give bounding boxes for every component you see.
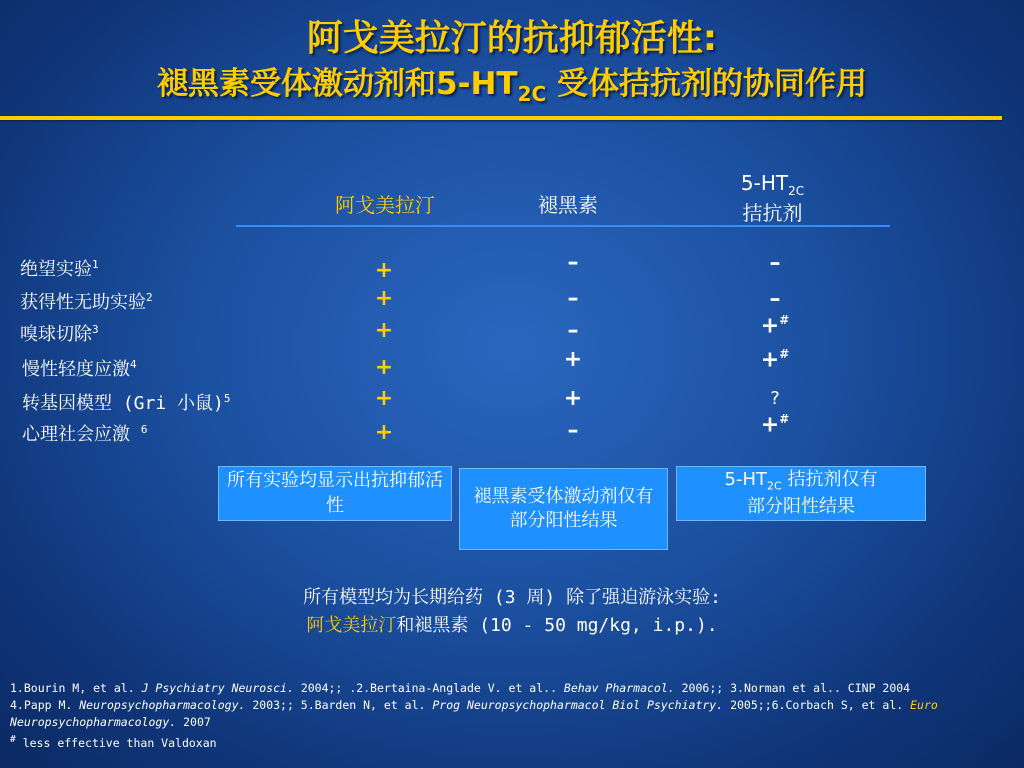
cell-5ht2c-r5 bbox=[755, 386, 795, 409]
cell-mark: # bbox=[779, 313, 790, 327]
header-divider bbox=[236, 225, 890, 227]
ref-journal: Euro bbox=[910, 698, 938, 712]
footnote bbox=[10, 731, 1014, 752]
ref-journal: J Psychiatry Neurosci. bbox=[141, 681, 294, 695]
summary-box-5ht2c bbox=[676, 466, 926, 521]
cell-value: + bbox=[760, 313, 780, 339]
cell-agomelatine-r6: + bbox=[374, 420, 394, 445]
subtitle-part-b: 受体拮抗剂的协同作用 bbox=[546, 66, 867, 102]
column-header-agomelatine: 阿戈美拉汀 bbox=[335, 193, 435, 217]
cell-mark: # bbox=[779, 412, 790, 426]
cell-melatonin-r3: – bbox=[567, 318, 579, 343]
ref-journal: Prog Neuropsychopharmacol Biol Psychiatry. bbox=[432, 698, 724, 712]
slide-subtitle bbox=[0, 58, 1024, 106]
cell-value: – bbox=[769, 250, 781, 276]
dosing-note-line1: 所有模型均为长期给药 (3 周) 除了强迫游泳实验: bbox=[303, 587, 721, 608]
column-header-5ht2c-text: 5-HT bbox=[740, 171, 789, 195]
row-ref: 3 bbox=[92, 323, 99, 336]
cell-melatonin-r4: + bbox=[563, 347, 583, 372]
ref-journal: Neuropsychopharmacology. bbox=[79, 698, 246, 712]
column-header-melatonin: 褪黑素 bbox=[538, 193, 598, 217]
dosing-note-agomelatine: 阿戈美拉汀 bbox=[306, 615, 397, 636]
cell-5ht2c-r2 bbox=[755, 286, 795, 311]
cell-value: + bbox=[760, 412, 780, 438]
ref-text: 1.Bourin M, et al. bbox=[10, 681, 142, 695]
cell-melatonin-r1: – bbox=[567, 250, 579, 275]
row-label-text: 转基因模型 (Gri 小鼠) bbox=[22, 393, 224, 414]
reference-line1 bbox=[10, 680, 1014, 697]
row-label-learned-helplessness bbox=[20, 288, 153, 314]
cell-agomelatine-r2: + bbox=[374, 286, 394, 311]
cell-agomelatine-r4: + bbox=[374, 355, 394, 380]
row-ref: 4 bbox=[130, 358, 137, 371]
slide-title: 阿戈美拉汀的抗抑郁活性: bbox=[306, 18, 718, 59]
subtitle-part-a: 褪黑素受体激动剂和5-HT bbox=[157, 66, 518, 102]
cell-melatonin-r6: – bbox=[567, 418, 579, 443]
dosing-note-line2 bbox=[0, 611, 1024, 637]
cell-5ht2c-r4 bbox=[755, 347, 795, 372]
summary-box-melatonin bbox=[459, 468, 668, 550]
cell-melatonin-r2: – bbox=[567, 286, 579, 311]
references bbox=[10, 680, 1014, 752]
cell-5ht2c-r6 bbox=[755, 412, 795, 437]
summary-melatonin-line2: 部分阳性结果 bbox=[509, 510, 618, 531]
reference-line2 bbox=[10, 697, 1014, 714]
cell-melatonin-r5: + bbox=[563, 386, 583, 411]
cell-5ht2c-r1 bbox=[755, 250, 795, 275]
row-label-text: 心理社会应激 bbox=[22, 424, 141, 445]
ref-journal: Behav Pharmacol. bbox=[563, 681, 675, 695]
ref-text: 2004;; .2.Bertaina-Anglade V. et al.. bbox=[293, 681, 564, 695]
summary-5ht2c-text-a: 5-HT bbox=[724, 469, 768, 491]
ref-text: 2007 bbox=[176, 715, 211, 729]
summary-5ht2c-line2: 部分阳性结果 bbox=[747, 495, 855, 517]
cell-value: – bbox=[769, 286, 781, 312]
column-header-5ht2c-sub: 2C bbox=[788, 184, 805, 198]
summary-5ht2c-line1 bbox=[725, 468, 878, 494]
cell-agomelatine-r5: + bbox=[374, 386, 394, 411]
row-label-chronic-mild-stress bbox=[22, 355, 137, 381]
row-label-bulbectomy bbox=[20, 320, 99, 346]
row-label-psychosocial-stress bbox=[22, 420, 147, 446]
row-label-text: 慢性轻度应激 bbox=[22, 359, 130, 380]
summary-5ht2c-text-b: 拮抗剂仅有 bbox=[781, 469, 878, 491]
dosing-note-rest: 和褪黑素 (10 - 50 mg/kg, i.p.). bbox=[396, 615, 718, 636]
cell-value: ? bbox=[770, 388, 780, 409]
cell-agomelatine-r1: + bbox=[374, 258, 394, 283]
row-label-text: 获得性无助实验 bbox=[20, 292, 146, 313]
row-ref: 2 bbox=[146, 291, 153, 304]
row-label-despair-test bbox=[20, 255, 99, 281]
footnote-text: less effective than Valdoxan bbox=[15, 735, 217, 750]
subtitle-sub: 2C bbox=[517, 82, 547, 107]
row-label-text: 绝望实验 bbox=[20, 259, 92, 280]
row-ref: 6 bbox=[140, 423, 148, 436]
cell-value: + bbox=[760, 347, 780, 373]
cell-5ht2c-r3 bbox=[755, 313, 795, 338]
ref-text: 2005;;6.Corbach S, et al. bbox=[723, 698, 911, 712]
ref-text: 2003;; 5.Barden N, et al. bbox=[245, 698, 433, 712]
column-header-5ht2c-line2: 拮抗剂 bbox=[742, 200, 803, 225]
row-label-text: 嗅球切除 bbox=[20, 324, 92, 345]
column-header-5ht2c-line1 bbox=[690, 170, 855, 200]
reference-line3 bbox=[10, 714, 1014, 731]
row-label-transgenic-model bbox=[22, 389, 230, 415]
ref-text: 2006;; 3.Norman et al.. CINP 2004 bbox=[674, 681, 911, 695]
title-divider bbox=[0, 116, 1002, 120]
ref-text: 4.Papp M. bbox=[10, 698, 80, 712]
row-ref: 1 bbox=[92, 258, 99, 271]
ref-journal: Neuropsychopharmacology. bbox=[10, 715, 177, 729]
row-ref: 5 bbox=[223, 392, 231, 405]
cell-mark: # bbox=[779, 347, 790, 361]
cell-agomelatine-r3: + bbox=[374, 318, 394, 343]
footnote-mark: # bbox=[10, 734, 16, 745]
column-header-5ht2c bbox=[690, 170, 855, 226]
summary-5ht2c-sub: 2C bbox=[767, 479, 782, 493]
summary-melatonin-line1: 褪黑素受体激动剂仅有 bbox=[473, 485, 654, 507]
summary-box-agomelatine: 所有实验均显示出抗抑郁活性 bbox=[218, 466, 452, 521]
